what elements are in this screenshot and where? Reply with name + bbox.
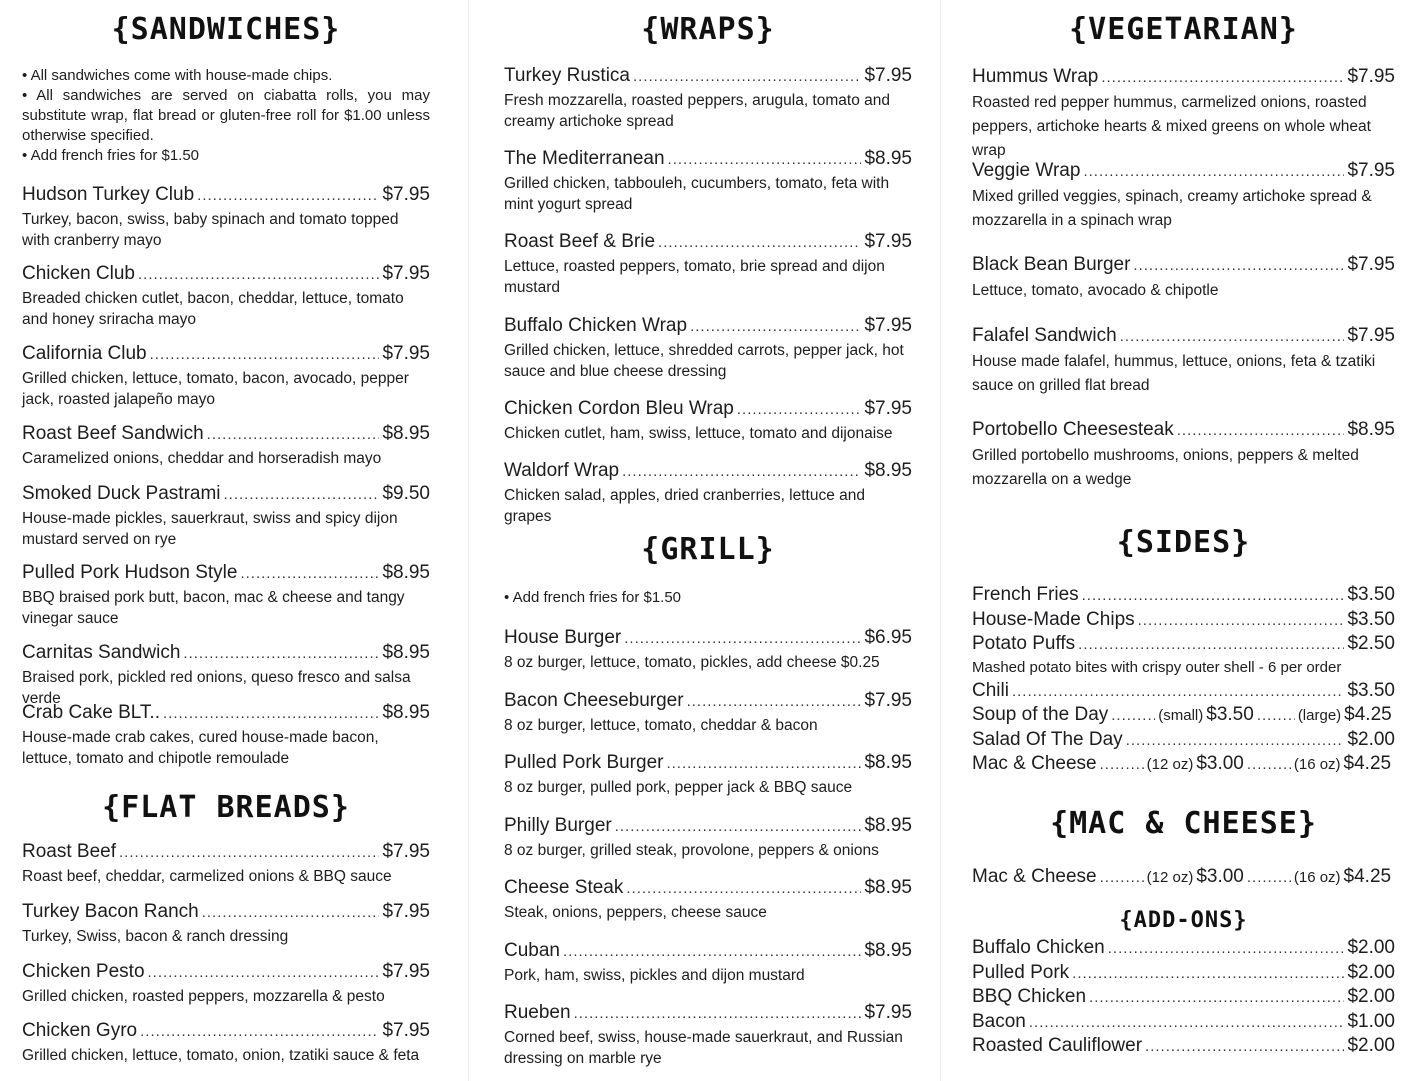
right-column [972, 0, 1395, 1081]
item-price: $7.95 [382, 184, 430, 205]
mac-cheese-item [972, 865, 1395, 890]
note: • All sandwiches are served on ciabatta rolls, you may substitute wrap, flat bread or gluten-free roll for $1.00 unless otherwise specified. [22, 87, 430, 144]
item-description: Turkey, bacon, swiss, baby spinach and tomato topped with cranberry mayo [22, 211, 399, 249]
menu-item-cuban [504, 940, 912, 986]
side-potato-puffs [972, 632, 1395, 657]
item-description: Mixed grilled veggies, spinach, creamy artichoke spread & mozzarella in a spinach wrap [972, 188, 1372, 229]
item-name: BBQ Chicken [972, 986, 1087, 1007]
menu-item-california-club [22, 343, 430, 410]
item-name: Pulled Pork Hudson Style [22, 562, 238, 583]
item-price: $8.95 [864, 752, 912, 773]
item-price: $6.95 [864, 627, 912, 648]
item-price: $7.95 [1347, 66, 1395, 87]
item-price: $3.50 [1347, 584, 1395, 605]
item-price: $2.00 [1347, 1035, 1395, 1056]
item-price: $4.25 [1343, 866, 1392, 887]
item-description: House-made crab cakes, cured house-made bacon, lettuce, tomato and chipotle remoulade [22, 729, 379, 767]
menu-item-house-burger [504, 627, 912, 673]
item-description: Pork, ham, swiss, pickles and dijon mustard [504, 967, 805, 984]
item-name: Chicken Pesto [22, 961, 145, 982]
menu-item-chicken-cordon-bleu-wrap [504, 398, 912, 444]
item-name: Hummus Wrap [972, 66, 1099, 87]
size-label: (large) [1297, 707, 1342, 724]
item-name: Pulled Pork Burger [504, 752, 664, 773]
item-name: Falafel Sandwich [972, 325, 1117, 346]
menu-item-falafel-sandwich [972, 325, 1395, 398]
item-name: Bacon Cheeseburger [504, 690, 684, 711]
grill-note: • Add french fries for $1.50 [504, 589, 682, 606]
item-name: Waldorf Wrap [504, 460, 620, 481]
item-price: $2.50 [1347, 633, 1395, 654]
item-price: $4.25 [1344, 704, 1392, 725]
menu-item-portobello-cheesesteak [972, 419, 1395, 492]
side-soup-of-the-day [972, 703, 1395, 728]
menu-item-carnitas-sandwich [22, 642, 430, 709]
item-price: $3.50 [1347, 679, 1395, 701]
item-name: House Burger [504, 627, 622, 648]
menu-item-bacon-cheeseburger [504, 690, 912, 736]
item-name: Roast Beef [22, 841, 116, 862]
side-chili [972, 679, 1395, 704]
note: • All sandwiches come with house-made chips. [22, 67, 333, 84]
side-salad-of-the-day [972, 728, 1395, 753]
item-price: $8.95 [382, 423, 430, 444]
item-description: Steak, onions, peppers, cheese sauce [504, 904, 767, 921]
addon-buffalo-chicken [972, 936, 1395, 961]
item-name: Bacon [972, 1010, 1026, 1032]
item-price: $7.95 [864, 690, 912, 711]
item-price: $7.95 [864, 398, 912, 419]
item-price: $7.95 [382, 1020, 430, 1041]
side-house-made-chips [972, 608, 1395, 633]
menu-item-smoked-duck-pastrami [22, 483, 430, 550]
item-price: $8.95 [382, 702, 430, 723]
left-column [22, 0, 430, 1081]
item-description: Corned beef, swiss, house-made sauerkraut, and Russian dressing on marble rye [504, 1029, 903, 1067]
item-description: Grilled chicken, lettuce, tomato, onion, tzatiki sauce & feta [22, 1047, 420, 1064]
item-price: $8.95 [382, 562, 430, 583]
item-name: Cheese Steak [504, 877, 624, 898]
menu-item-philly-burger [504, 815, 912, 861]
item-price: $8.95 [864, 460, 912, 481]
item-description: Lettuce, tomato, avocado & chipotle [972, 282, 1219, 299]
item-description: BBQ braised pork butt, bacon, mac & cheese and tangy vinegar sauce [22, 589, 405, 627]
item-price: $7.95 [1347, 325, 1395, 346]
sides-heading: {SIDES} [1116, 525, 1251, 560]
menu-item-roast-beef-brie [504, 231, 912, 298]
sandwiches-notes [22, 66, 430, 166]
item-price: $8.95 [382, 642, 430, 663]
item-name: Potato Puffs [972, 633, 1076, 654]
item-name: Mac & Cheese [972, 866, 1097, 887]
addon-bacon [972, 1010, 1395, 1035]
item-description: Breaded chicken cutlet, bacon, cheddar, lettuce, tomato and honey sriracha mayo [22, 290, 404, 328]
item-name: House-Made Chips [972, 608, 1135, 630]
item-name: Chicken Cordon Bleu Wrap [504, 398, 734, 419]
menu-item-veggie-wrap [972, 160, 1395, 233]
addon-roasted-cauliflower [972, 1034, 1395, 1059]
item-price: $7.95 [382, 961, 430, 982]
item-description: Grilled chicken, tabbouleh, cucumbers, tomato, feta with mint yogurt spread [504, 175, 890, 213]
item-name: California Club [22, 343, 147, 364]
item-name: Portobello Cheesesteak [972, 419, 1174, 440]
grill-heading: {GRILL} [641, 532, 775, 567]
item-description: 8 oz burger, grilled steak, provolone, peppers & onions [504, 842, 879, 859]
item-price: $2.00 [1347, 986, 1395, 1007]
item-description: Roasted red pepper hummus, carmelized onions, roasted peppers, artichoke hearts & mixed greens on whole wheat wrap [972, 94, 1371, 159]
wraps-heading: {WRAPS} [641, 12, 775, 47]
size-label: (12 oz) [1146, 869, 1194, 886]
item-price: $1.00 [1347, 1010, 1395, 1032]
note: • Add french fries for $1.50 [22, 147, 200, 164]
item-name: Cuban [504, 940, 560, 961]
item-description: Grilled chicken, lettuce, tomato, bacon, avocado, pepper jack, roasted jalapeño mayo [22, 370, 409, 408]
item-price: $7.95 [382, 263, 430, 284]
item-price: $2.00 [1347, 961, 1395, 983]
item-price: $7.95 [382, 343, 430, 364]
menu-item-roast-beef-sandwich [22, 423, 430, 469]
menu-item-chicken-pesto [22, 961, 430, 1007]
addon-pulled-pork [972, 961, 1395, 986]
item-description: 8 oz burger, pulled pork, pepper jack & BBQ sauce [504, 779, 853, 796]
item-description: Braised pork, pickled red onions, queso fresco and salsa verde [22, 669, 411, 707]
size-label: (small) [1158, 707, 1204, 724]
item-name: Carnitas Sandwich [22, 642, 181, 663]
item-name: Philly Burger [504, 815, 612, 836]
menu-item-turkey-bacon-ranch [22, 901, 430, 947]
flatbreads-heading: {FLAT BREADS} [102, 790, 350, 825]
sides-list [972, 583, 1395, 777]
item-name: Pulled Pork [972, 961, 1070, 983]
menu-item-pulled-pork-burger [504, 752, 912, 798]
item-price: $2.00 [1347, 937, 1395, 958]
menu-item-crab-cake-blt [22, 702, 430, 769]
fold-line [940, 0, 941, 1081]
menu-item-hummus-wrap [972, 66, 1395, 163]
item-description: Roast beef, cheddar, carmelized onions & BBQ sauce [22, 868, 392, 885]
side-mac-and-cheese [972, 752, 1395, 777]
size-label: (12 oz) [1146, 756, 1194, 773]
menu-item-chicken-club [22, 263, 430, 330]
side-french-fries [972, 583, 1395, 608]
item-name: Chicken Gyro [22, 1020, 138, 1041]
item-description: Caramelized onions, cheddar and horseradish mayo [22, 450, 382, 467]
item-price: $3.50 [1347, 608, 1395, 630]
item-price: $7.95 [864, 1002, 912, 1023]
mac-cheese-heading: {MAC & CHEESE} [1050, 806, 1317, 841]
item-name: Salad Of The Day [972, 728, 1123, 750]
item-name: Crab Cake BLT.. [22, 702, 160, 723]
item-name: Roasted Cauliflower [972, 1035, 1143, 1056]
item-price: $7.95 [864, 65, 912, 86]
item-price: $2.00 [1347, 728, 1395, 750]
item-name: Turkey Bacon Ranch [22, 901, 199, 922]
menu-item-waldorf-wrap [504, 460, 912, 527]
menu-item-roast-beef-flatbread [22, 841, 430, 887]
item-name: Mac & Cheese [972, 753, 1097, 774]
item-price: $9.50 [382, 483, 430, 504]
item-price: $4.25 [1343, 753, 1392, 774]
item-description: Grilled portobello mushrooms, onions, peppers & melted mozzarella on a wedge [972, 447, 1359, 488]
menu-item-hudson-turkey-club [22, 184, 430, 251]
item-description: 8 oz burger, lettuce, tomato, pickles, add cheese $0.25 [504, 654, 880, 671]
menu-item-cheese-steak [504, 877, 912, 923]
item-name: Roast Beef & Brie [504, 231, 656, 252]
item-price: $8.95 [864, 940, 912, 961]
item-name: Buffalo Chicken Wrap [504, 315, 688, 336]
fold-line [468, 0, 469, 1081]
item-price: $7.95 [1347, 254, 1395, 275]
item-price: $8.95 [864, 148, 912, 169]
item-price: $8.95 [864, 877, 912, 898]
item-name: Veggie Wrap [972, 160, 1081, 181]
item-description: 8 oz burger, lettuce, tomato, cheddar & bacon [504, 717, 818, 734]
item-name: Chicken Club [22, 263, 135, 284]
item-name: Turkey Rustica [504, 65, 630, 86]
item-description: Turkey, Swiss, bacon & ranch dressing [22, 928, 289, 945]
item-price: $8.95 [1347, 419, 1395, 440]
size-label: (16 oz) [1293, 869, 1341, 886]
menu-item-turkey-rustica [504, 65, 912, 132]
item-price: $7.95 [864, 231, 912, 252]
sandwiches-heading: {SANDWICHES} [111, 12, 341, 47]
item-price: $7.95 [1347, 160, 1395, 181]
menu-item-chicken-gyro [22, 1020, 430, 1066]
item-description: House made falafel, hummus, lettuce, onions, feta & tzatiki sauce on grilled flat bread [972, 353, 1376, 394]
item-description: Chicken cutlet, ham, swiss, lettuce, tomato and dijonaise [504, 425, 893, 442]
side-potato-puffs-note: Mashed potato bites with crispy outer shell - 6 per order [972, 658, 1342, 676]
item-name: Chili [972, 679, 1009, 701]
middle-column [504, 0, 912, 1081]
item-name: Roast Beef Sandwich [22, 423, 204, 444]
item-price: $7.95 [382, 901, 430, 922]
item-name: Soup of the Day [972, 704, 1109, 725]
item-description: Fresh mozzarella, roasted peppers, arugula, tomato and creamy artichoke spread [504, 92, 890, 130]
addons-heading: {ADD-ONS} [1119, 908, 1248, 933]
item-description: Chicken salad, apples, dried cranberries, lettuce and grapes [504, 487, 866, 525]
item-name: Hudson Turkey Club [22, 184, 195, 205]
menu-item-black-bean-burger [972, 254, 1395, 303]
item-description: Grilled chicken, roasted peppers, mozzarella & pesto [22, 988, 385, 1005]
item-description: Lettuce, roasted peppers, tomato, brie spread and dijon mustard [504, 258, 885, 296]
item-description: House-made pickles, sauerkraut, swiss and spicy dijon mustard served on rye [22, 510, 398, 548]
vegetarian-heading: {VEGETARIAN} [1069, 12, 1298, 47]
addon-bbq-chicken [972, 985, 1395, 1010]
item-name: French Fries [972, 584, 1079, 605]
item-price: $8.95 [864, 815, 912, 836]
item-price: $3.50 [1206, 704, 1254, 725]
menu-item-rueben [504, 1002, 912, 1069]
menu-item-buffalo-chicken-wrap [504, 315, 912, 382]
item-price: $7.95 [864, 315, 912, 336]
item-price: $7.95 [382, 841, 430, 862]
item-name: Buffalo Chicken [972, 937, 1105, 958]
item-description: Grilled chicken, lettuce, shredded carrots, pepper jack, hot sauce and blue cheese dressing [504, 342, 904, 380]
menu-item-pulled-pork-hudson-style [22, 562, 430, 629]
item-name: Black Bean Burger [972, 254, 1131, 275]
menu-item-the-mediterranean [504, 148, 912, 215]
size-label: (16 oz) [1293, 756, 1341, 773]
addons-list [972, 936, 1395, 1059]
item-name: Smoked Duck Pastrami [22, 483, 221, 504]
item-name: The Mediterranean [504, 148, 665, 169]
item-name: Rueben [504, 1002, 571, 1023]
item-price: $3.00 [1196, 866, 1244, 887]
item-price: $3.00 [1196, 753, 1244, 774]
